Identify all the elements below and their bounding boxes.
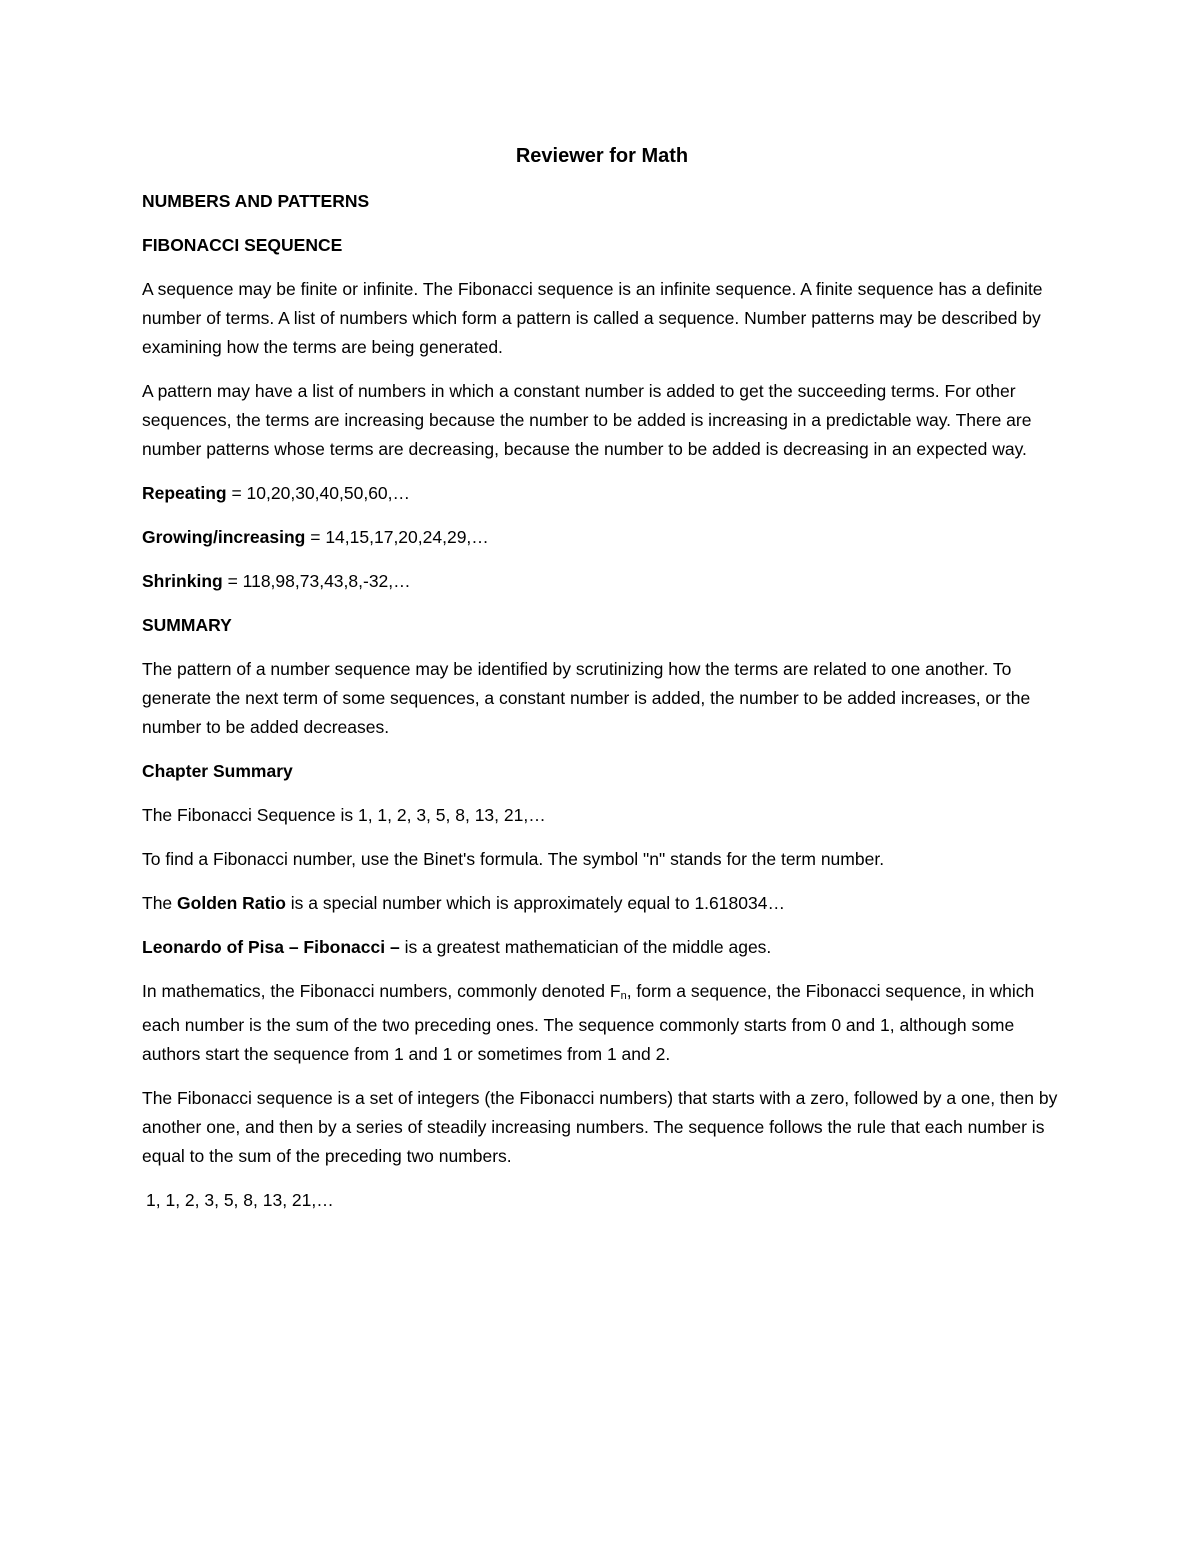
pattern-label: Growing/increasing (142, 527, 306, 547)
chapter-summary-heading: Chapter Summary (142, 761, 293, 781)
golden-ratio-prefix: The (142, 893, 178, 913)
golden-ratio-line (142, 889, 1062, 918)
binet-formula-line: To find a Fibonacci number, use the Binet's formula. The symbol "n" stands for the term number. (142, 849, 885, 869)
pattern-value: = 10,20,30,40,50,60,… (226, 483, 411, 503)
section-heading: NUMBERS AND PATTERNS (142, 191, 370, 211)
pattern-growing (142, 523, 1062, 552)
summary-paragraph: The pattern of a number sequence may be identified by scrutinizing how the terms are related to one another. To generate the next term of some sequences, a constant number is added, the number to be added increases, or the number to be added decreases. (142, 659, 1031, 737)
golden-ratio-suffix: is a special number which is approximately equal to 1.618034… (285, 893, 785, 913)
leonardo-suffix: is a greatest mathematician of the middle ages. (399, 937, 772, 957)
pattern-value: = 14,15,17,20,24,29,… (305, 527, 489, 547)
pattern-paragraph: A pattern may have a list of numbers in which a constant number is added to get the succeeding terms. For other sequences, the terms are increasing because the number to be added is increasing in a predictable way. There are number patterns whose terms are decreasing, because the number to be added is decreasing in an expected way. (142, 381, 1032, 459)
leonardo-name: Leonardo of Pisa – Fibonacci – (142, 937, 400, 957)
integers-paragraph: The Fibonacci sequence is a set of integers (the Fibonacci numbers) that starts with a zero, followed by a one, then by another one, and then by a series of steadily increasing numbers. The sequence follows the rule that each number is equal to the sum of the preceding two numbers. (142, 1088, 1058, 1166)
document-title: Reviewer for Math (515, 145, 689, 167)
pattern-label: Shrinking (142, 571, 223, 591)
golden-ratio-term: Golden Ratio (177, 893, 286, 913)
summary-heading: SUMMARY (142, 615, 232, 635)
pattern-repeating (142, 479, 1062, 508)
pattern-label: Repeating (142, 483, 227, 503)
math-part-1: In mathematics, the Fibonacci numbers, commonly denoted F (142, 981, 621, 1001)
final-sequence-line: 1, 1, 2, 3, 5, 8, 13, 21,… (146, 1190, 334, 1210)
pattern-value: = 118,98,73,43,8,-32,… (222, 571, 411, 591)
intro-paragraph: A sequence may be finite or infinite. The Fibonacci sequence is an infinite sequence. A finite sequence has a definite number of terms. A list of numbers which form a pattern is called a sequence. Number patterns may be described by examining how the terms are being generated. (142, 279, 1043, 357)
pattern-shrinking (142, 567, 1062, 596)
subsection-heading: FIBONACCI SEQUENCE (142, 235, 343, 255)
mathematics-paragraph (142, 977, 1062, 1069)
leonardo-line (142, 933, 1062, 962)
document-body (142, 142, 1062, 1230)
math-part-2: , form a sequence, the Fibonacci sequence, in which each number is the sum of the two preceding ones. The sequence commonly starts from 0 and 1, although some authors start the sequence from 1 and 1 or sometimes from 1 and 2. (142, 981, 1035, 1064)
math-subscript: n (620, 990, 627, 1002)
fibonacci-sequence-line: The Fibonacci Sequence is 1, 1, 2, 3, 5, 8, 13, 21,… (142, 805, 546, 825)
